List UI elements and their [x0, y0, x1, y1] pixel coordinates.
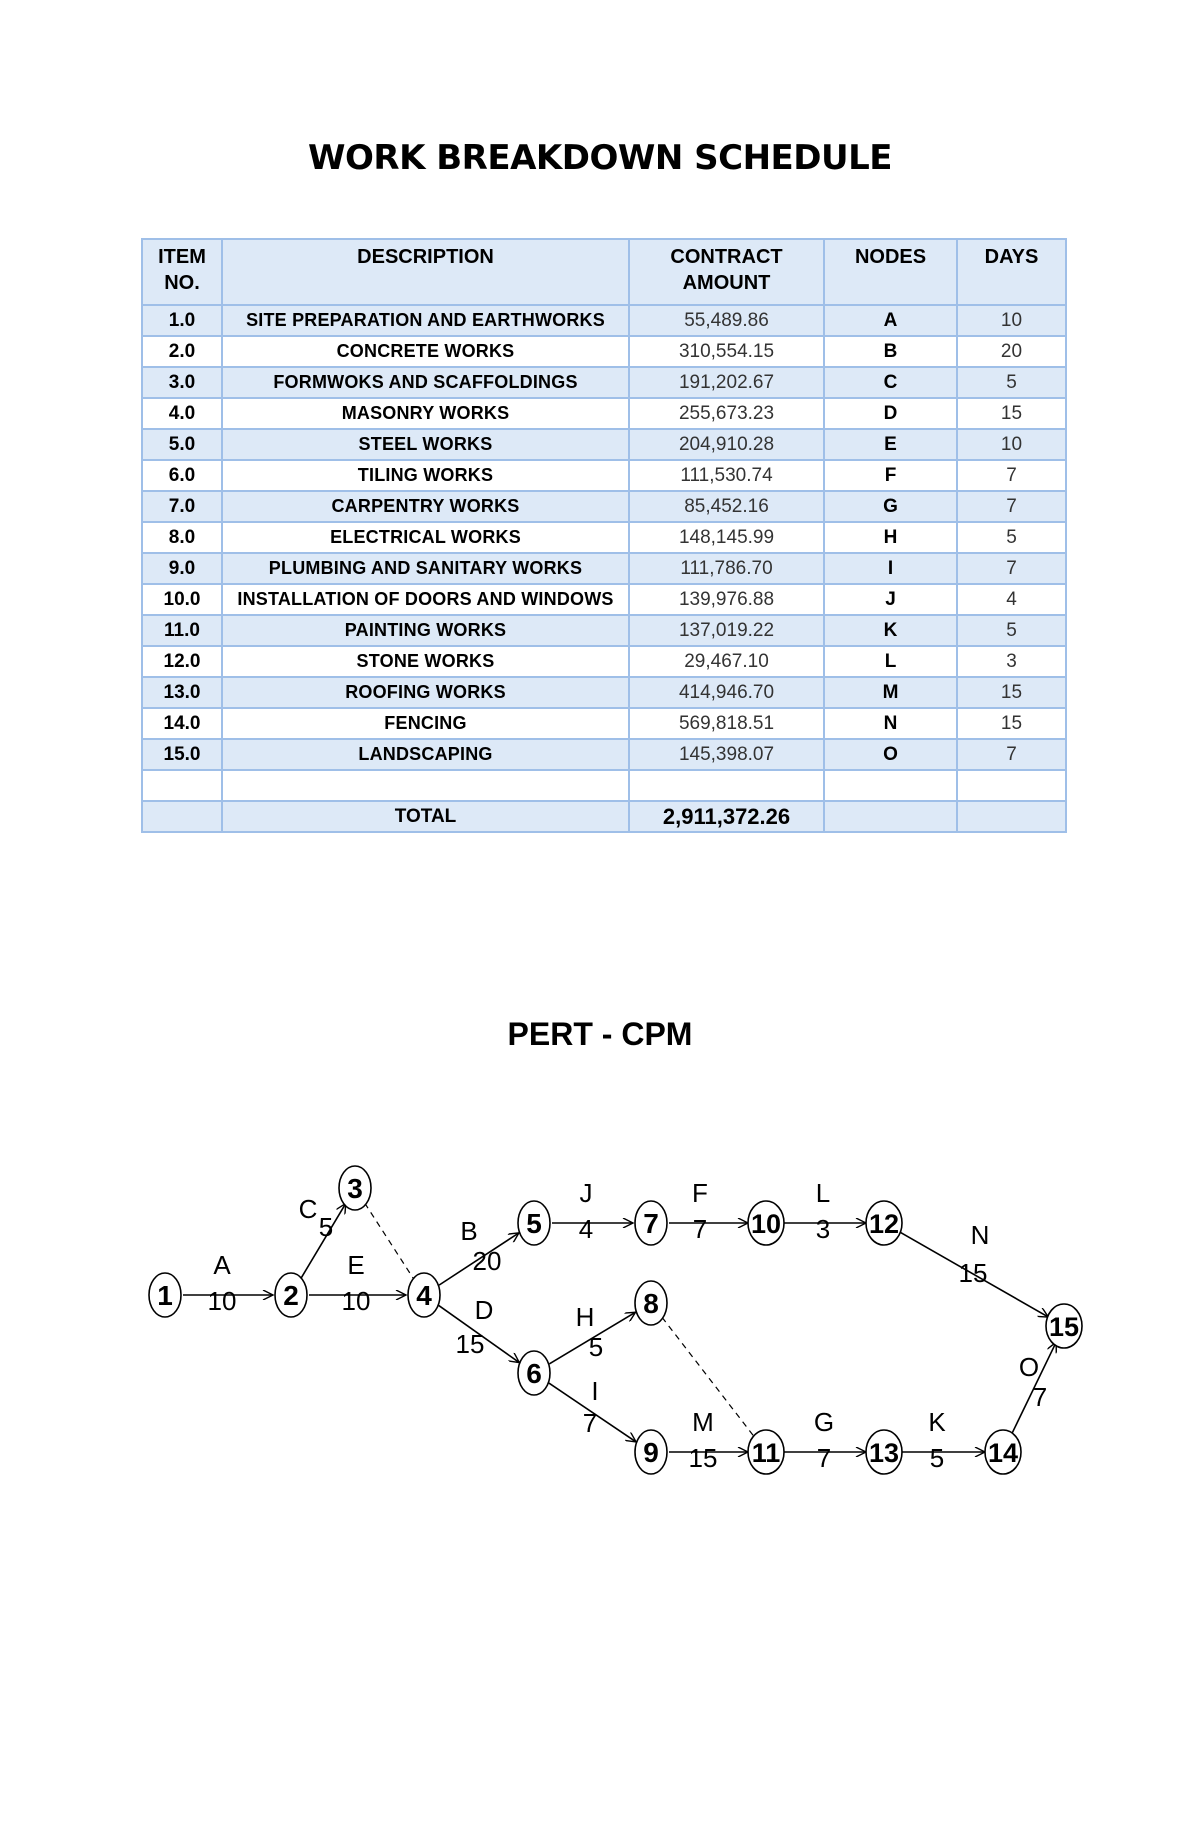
days-cell: 7 [957, 553, 1066, 584]
item-no-cell: 13.0 [142, 677, 222, 708]
item-no-cell: 9.0 [142, 553, 222, 584]
spacer-row [142, 770, 1066, 801]
description-cell: CARPENTRY WORKS [222, 491, 629, 522]
days-cell: 4 [957, 584, 1066, 615]
description-cell: TILING WORKS [222, 460, 629, 491]
activity-duration: 15 [688, 1443, 718, 1473]
node-cell: B [824, 336, 957, 367]
amount-cell: 29,467.10 [629, 646, 824, 677]
item-no-cell: 14.0 [142, 708, 222, 739]
table-row [142, 336, 1066, 367]
activity-letter: I [591, 1376, 599, 1406]
amount-cell: 204,910.28 [629, 429, 824, 460]
node-cell: E [824, 429, 957, 460]
activity-duration: 7 [582, 1408, 598, 1438]
header-description: DESCRIPTION [222, 239, 629, 305]
item-no-cell: 8.0 [142, 522, 222, 553]
item-no-cell: 2.0 [142, 336, 222, 367]
event-node-number: 15 [1048, 1312, 1080, 1342]
total-row [142, 801, 1066, 832]
total-label: TOTAL [222, 801, 629, 832]
amount-cell: 569,818.51 [629, 708, 824, 739]
amount-cell: 255,673.23 [629, 398, 824, 429]
activity-duration: 5 [318, 1212, 334, 1242]
activity-duration: 7 [1032, 1382, 1048, 1412]
total-amount: 2,911,372.26 [629, 801, 824, 832]
description-cell: PLUMBING AND SANITARY WORKS [222, 553, 629, 584]
item-no-cell: 6.0 [142, 460, 222, 491]
activity-letter: H [575, 1302, 595, 1332]
activity-letter: E [347, 1250, 365, 1280]
event-node-number: 13 [868, 1438, 900, 1468]
activity-duration: 15 [958, 1258, 988, 1288]
event-node-number: 14 [987, 1438, 1019, 1468]
days-cell: 10 [957, 305, 1066, 336]
table-row [142, 367, 1066, 398]
node-cell: J [824, 584, 957, 615]
pert-network-diagram [0, 1120, 1200, 1520]
amount-cell: 85,452.16 [629, 491, 824, 522]
table-row [142, 739, 1066, 770]
days-cell: 10 [957, 429, 1066, 460]
days-cell: 15 [957, 398, 1066, 429]
header-contract-amount: CONTRACT AMOUNT [629, 239, 824, 305]
event-node-number: 1 [157, 1280, 173, 1311]
event-node-number: 5 [526, 1208, 542, 1239]
node-cell: M [824, 677, 957, 708]
node-cell: G [824, 491, 957, 522]
description-cell: FORMWOKS AND SCAFFOLDINGS [222, 367, 629, 398]
event-node-number: 9 [643, 1437, 659, 1468]
node-cell: H [824, 522, 957, 553]
work-breakdown-table [141, 238, 1067, 833]
description-cell: INSTALLATION OF DOORS AND WINDOWS [222, 584, 629, 615]
table-header-row [142, 239, 1066, 305]
activity-duration: 7 [816, 1443, 832, 1473]
item-no-cell: 4.0 [142, 398, 222, 429]
activity-duration: 10 [341, 1286, 371, 1316]
item-no-cell: 5.0 [142, 429, 222, 460]
description-cell: SITE PREPARATION AND EARTHWORKS [222, 305, 629, 336]
pert-title: PERT - CPM [507, 1016, 693, 1052]
table-row [142, 553, 1066, 584]
activity-duration: 10 [207, 1286, 237, 1316]
days-cell: 5 [957, 367, 1066, 398]
description-cell: LANDSCAPING [222, 739, 629, 770]
description-cell: FENCING [222, 708, 629, 739]
activity-letter: O [1018, 1352, 1040, 1382]
event-node-number: 8 [643, 1288, 659, 1319]
amount-cell: 111,530.74 [629, 460, 824, 491]
item-no-cell: 11.0 [142, 615, 222, 646]
amount-cell: 139,976.88 [629, 584, 824, 615]
page-title: WORK BREAKDOWN SCHEDULE [307, 138, 892, 178]
table-row [142, 491, 1066, 522]
node-cell: D [824, 398, 957, 429]
activity-duration: 5 [588, 1332, 604, 1362]
activity-letter: C [298, 1194, 318, 1224]
days-cell: 20 [957, 336, 1066, 367]
event-node-number: 4 [416, 1280, 432, 1311]
days-cell: 3 [957, 646, 1066, 677]
event-node-number: 12 [868, 1209, 900, 1239]
days-cell: 7 [957, 491, 1066, 522]
node-cell: I [824, 553, 957, 584]
amount-cell: 191,202.67 [629, 367, 824, 398]
activity-letter: N [970, 1220, 990, 1250]
activity-letter: M [692, 1407, 714, 1437]
node-cell: O [824, 739, 957, 770]
description-cell: PAINTING WORKS [222, 615, 629, 646]
days-cell: 15 [957, 677, 1066, 708]
activity-duration: 15 [455, 1329, 485, 1359]
activity-letter: L [815, 1178, 831, 1208]
event-node-number: 7 [643, 1208, 659, 1239]
activity-duration: 3 [815, 1214, 831, 1244]
days-cell: 5 [957, 615, 1066, 646]
event-node-number: 6 [526, 1358, 542, 1389]
header-days: DAYS [957, 239, 1066, 305]
node-cell: N [824, 708, 957, 739]
event-node-number: 11 [751, 1438, 781, 1468]
event-node-number: 3 [347, 1173, 363, 1204]
description-cell: CONCRETE WORKS [222, 336, 629, 367]
activity-letter: D [474, 1295, 494, 1325]
activity-duration: 20 [472, 1246, 502, 1276]
table-row [142, 398, 1066, 429]
activity-letter: F [692, 1178, 708, 1208]
description-cell: ELECTRICAL WORKS [222, 522, 629, 553]
table-row [142, 460, 1066, 491]
item-no-cell: 7.0 [142, 491, 222, 522]
description-cell: STONE WORKS [222, 646, 629, 677]
table-row [142, 646, 1066, 677]
activity-letter: K [928, 1407, 946, 1437]
item-no-cell: 12.0 [142, 646, 222, 677]
amount-cell: 310,554.15 [629, 336, 824, 367]
description-cell: STEEL WORKS [222, 429, 629, 460]
node-cell: C [824, 367, 957, 398]
item-no-cell: 10.0 [142, 584, 222, 615]
event-node-number: 10 [750, 1209, 782, 1239]
table-row [142, 522, 1066, 553]
item-no-cell: 15.0 [142, 739, 222, 770]
table-row [142, 615, 1066, 646]
node-cell: A [824, 305, 957, 336]
days-cell: 7 [957, 460, 1066, 491]
node-cell: L [824, 646, 957, 677]
amount-cell: 111,786.70 [629, 553, 824, 584]
table-row [142, 708, 1066, 739]
activity-letter: G [813, 1407, 835, 1437]
item-no-cell: 3.0 [142, 367, 222, 398]
amount-cell: 414,946.70 [629, 677, 824, 708]
activity-letter: J [579, 1178, 593, 1208]
node-cell: K [824, 615, 957, 646]
item-no-cell: 1.0 [142, 305, 222, 336]
table-row [142, 305, 1066, 336]
header-nodes: NODES [824, 239, 957, 305]
node-cell: F [824, 460, 957, 491]
activity-duration: 4 [578, 1214, 594, 1244]
amount-cell: 137,019.22 [629, 615, 824, 646]
header-item-no: ITEM NO. [142, 239, 222, 305]
amount-cell: 145,398.07 [629, 739, 824, 770]
days-cell: 5 [957, 522, 1066, 553]
activity-letter: B [460, 1216, 478, 1246]
amount-cell: 148,145.99 [629, 522, 824, 553]
activity-duration: 7 [692, 1214, 708, 1244]
amount-cell: 55,489.86 [629, 305, 824, 336]
description-cell: MASONRY WORKS [222, 398, 629, 429]
event-node-number: 2 [283, 1280, 299, 1311]
activity-duration: 5 [929, 1443, 945, 1473]
table-row [142, 429, 1066, 460]
days-cell: 7 [957, 739, 1066, 770]
days-cell: 15 [957, 708, 1066, 739]
table-row [142, 677, 1066, 708]
description-cell: ROOFING WORKS [222, 677, 629, 708]
dummy-activity-arrow [365, 1203, 414, 1280]
table-row [142, 584, 1066, 615]
activity-letter: A [213, 1250, 231, 1280]
